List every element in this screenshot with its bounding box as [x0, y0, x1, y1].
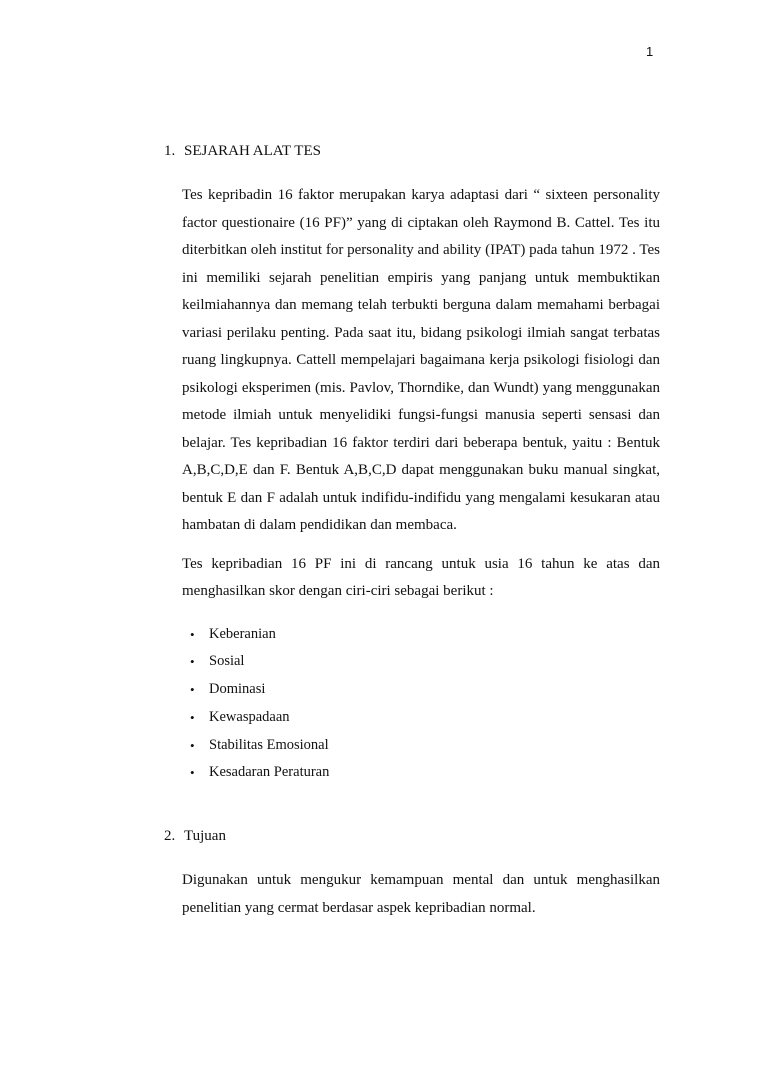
list-item: • Dominasi — [190, 676, 660, 704]
section-heading — [164, 828, 660, 845]
bullet-icon: • — [190, 654, 195, 670]
history-paragraph: Tes kepribadin 16 faktor merupakan karya adaptasi dari “ sixteen personality factor questionaire (16 PF)” yang di ciptakan oleh Raymond B. Cattel. Tes itu diterbitkan oleh institut for personality and ability (IPAT) pada tahun 1972 . Tes ini memiliki sejarah penelitian empiris yang panjang untuk membuktikan keilmiahannya dan memang telah terbukti berguna dalam memahami berbagai variasi perilaku penting. Pada saat itu, bidang psikologi ilmiah sangat terbatas ruang lingkupnya. Cattell mempelajari bagaimana kerja psikologi fisiologi dan psikologi eksperimen (mis. Pavlov, Thorndike, dan Wundt) yang menggunakan metode ilmiah untuk menyelidiki fungsi-fungsi manusia seperti sensasi dan belajar. Tes kepribadian 16 faktor terdiri dari beberapa bentuk, yaitu : Bentuk A,B,C,D,E dan F. Bentuk A,B,C,D dapat menggunakan buku manual singkat, bentuk E dan F adalah untuk indifidu-indifidu yang mengalami kesukaran atau hambatan di dalam pendidikan dan membaca. — [182, 187, 660, 533]
bullet-icon: • — [190, 737, 195, 753]
traits-list — [190, 621, 660, 788]
section-sejarah-alat-tes — [164, 143, 660, 787]
list-item: • Keberanian — [190, 621, 660, 649]
section-title: Tujuan — [184, 828, 226, 844]
section-number: 2. — [164, 828, 176, 844]
page-number: 1 — [646, 44, 654, 59]
bullet-icon: • — [190, 682, 195, 698]
section-heading — [164, 143, 660, 160]
bullet-icon: • — [190, 765, 195, 781]
list-item: • Stabilitas Emosional — [190, 732, 660, 760]
list-item: • Kewaspadaan — [190, 704, 660, 732]
bullet-icon: • — [190, 709, 195, 725]
list-item: • Kesadaran Peraturan — [190, 759, 660, 787]
purpose-paragraph: Digunakan untuk mengukur kemampuan mental dan untuk menghasilkan penelitian yang cermat berdasar aspek kepribadian normal. — [182, 872, 660, 916]
bullet-icon: • — [190, 626, 195, 642]
intro-traits-paragraph: Tes kepribadian 16 PF ini di rancang untuk usia 16 tahun ke atas dan menghasilkan skor dengan ciri-ciri sebagai berikut : — [182, 555, 660, 599]
section-title: SEJARAH ALAT TES — [184, 143, 321, 159]
section-tujuan — [164, 828, 660, 922]
list-item: • Sosial — [190, 648, 660, 676]
section-number: 1. — [164, 143, 176, 159]
